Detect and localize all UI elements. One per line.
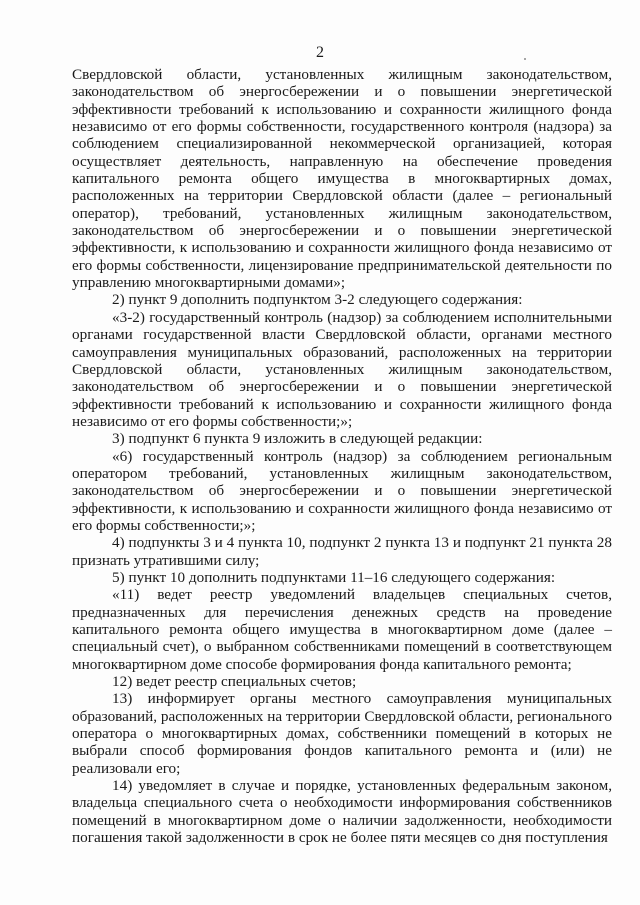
paragraph-subitem-12: 12) ведет реестр специальных счетов; [112, 673, 357, 691]
paragraph-subitem-3-2: «3-2) государственный контроль (надзор) за соблюдением исполнительными органами государственной власти Свердловской области, органами местного самоуправления муниципальных образований, расположенных на территории Свердловской области, установленных жилищным законодательством, законодательством об энергосбережении и о повышении энергетической эффективности требований к использованию и сохранности жилищного фонда независимо от его формы собственности;»; [72, 308, 612, 430]
paragraph-subitem-6: «6) государственный контроль (надзор) за соблюдением региональным оператором требований, установленных жилищным законодательством, законодательством об энергосбережении и о повышении энергетической эффективности, к использованию и сохранности жилищного фонда независимо от его формы собственности;»; [72, 447, 612, 534]
paragraph-item-5: 5) пункт 10 дополнить подпунктами 11–16 следующего содержания: [112, 568, 556, 586]
page-number: 2 [316, 44, 324, 61]
paragraph-subitem-14: 14) уведомляет в случае и порядке, установленных федеральным законом, владельца специального счета о необходимости информирования собственников помещений в многоквартирном доме о наличии задолженности, необходимости погашения такой задолженности в срок не более пяти месяцев со дня поступления [72, 777, 612, 847]
paragraph-subitem-13: 13) информирует органы местного самоуправления муниципальных образований, расположенных на территории Свердловской области, регионального оператора о многоквартирных домах, собственники помещений в которых не выбрали способ формирования фондов капитального ремонта и (или) не реализовали его; [72, 690, 612, 777]
paragraph-continuation: Свердловской области, установленных жилищным законодательством, законодательством об энергосбережении и о повышении энергетической эффективности требований к использованию и сохранности жилищного фонда независимо от его формы собственности, государственного контроля (надзора) за соблюдением специализированной некоммерческой организацией, которая осуществляет деятельность, направленную на обеспечение проведения капитального ремонта общего имущества в многоквартирных домах, расположенных на территории Свердловской области (далее – региональный оператор), требований, установленных жилищным законодательством, законодательством об энергосбережении и о повышении энергетической эффективности, к использованию и сохранности жилищного фонда независимо от его формы собственности, лицензирование предпринимательской деятельности по управлению многоквартирными домами»; [72, 66, 612, 292]
paragraph-item-2: 2) пункт 9 дополнить подпунктом 3-2 следующего содержания: [112, 291, 523, 309]
paragraph-item-3: 3) подпункт 6 пункта 9 изложить в следующей редакции: [112, 430, 483, 448]
document-body [72, 66, 612, 846]
paragraph-item-4: 4) подпункты 3 и 4 пункта 10, подпункт 2 пункта 13 и подпункт 21 пункта 28 признать утратившими силу; [72, 534, 612, 569]
paragraph-subitem-11: «11) ведет реестр уведомлений владельцев специальных счетов, предназначенных для перечисления денежных средств на проведение капитального ремонта общего имущества в многоквартирном доме (далее – специальный счет), о выбранном собственниками помещений в соответствующем многоквартирном доме способе формирования фонда капитального ремонта; [72, 586, 612, 673]
scan-speck [524, 58, 526, 60]
